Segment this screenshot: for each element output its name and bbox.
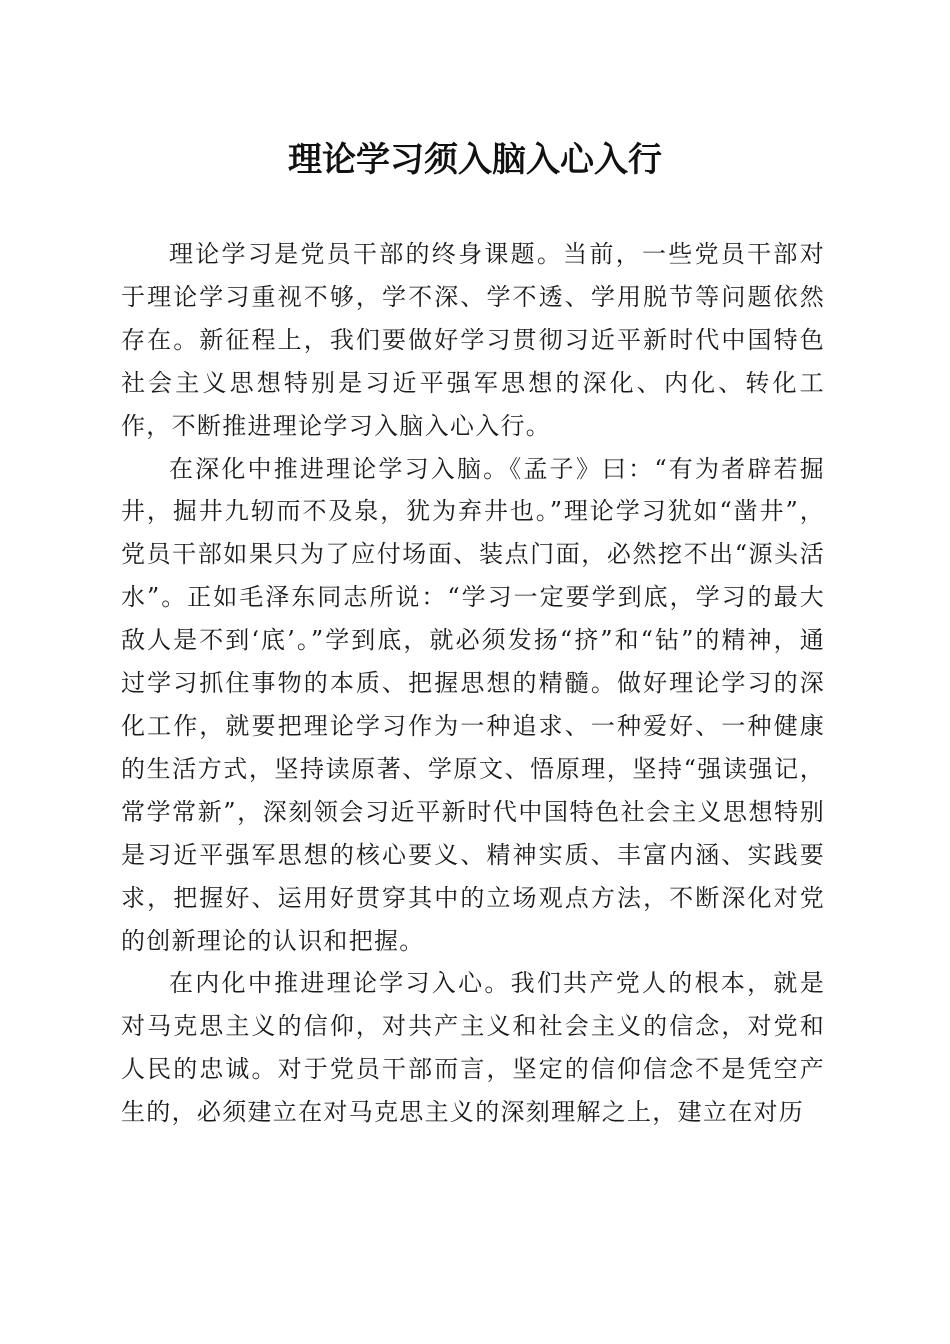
paragraph-intro: 理论学习是党员干部的终身课题。当前，一些党员干部对于理论学习重视不够，学不深、学不透、学用脱节等问题依然存在。新征程上，我们要做好学习贯彻习近平新时代中国特色社会主义思想特别是习近平强军思想的深化、内化、转化工作，不断推进理论学习入脑入心入行。 <box>121 240 825 440</box>
paragraph-deepen: 在深化中推进理论学习入脑。《孟子》曰：“有为者辟若掘井，掘井九轫而不及泉，犹为弃井也。”理论学习犹如“凿井”，党员干部如果只为了应付场面、装点门面，必然挖不出“源头活水”。正如毛泽东同志所说：“学习一定要学到底，学习的最大敌人是不到‘底’。”学到底，就必须发扬“挤”和“钻”的精神，通过学习抓住事物的本质、把握思想的精髓。做好理论学习的深化工作，就要把理论学习作为一种追求、一种爱好、一种健康的生活方式，坚持读原著、学原文、悟原理，坚持“强读强记，常学常新”，深刻领会习近平新时代中国特色社会主义思想特别是习近平强军思想的核心要义、精神实质、丰富内涵、实践要求，把握好、运用好贯穿其中的立场观点方法，不断深化对党的创新理论的认识和把握。 <box>121 454 825 955</box>
document-title: 理论学习须入脑入心入行 <box>288 140 662 180</box>
paragraph-internalize: 在内化中推进理论学习入心。我们共产党人的根本，就是对马克思主义的信仰，对共产主义和社会主义的信念，对党和人民的忠诚。对于党员干部而言，坚定的信仰信念不是凭空产生的，必须建立在对马克思主义的深刻理解之上，建立在对历 <box>121 969 825 1127</box>
document-body <box>121 233 825 1134</box>
